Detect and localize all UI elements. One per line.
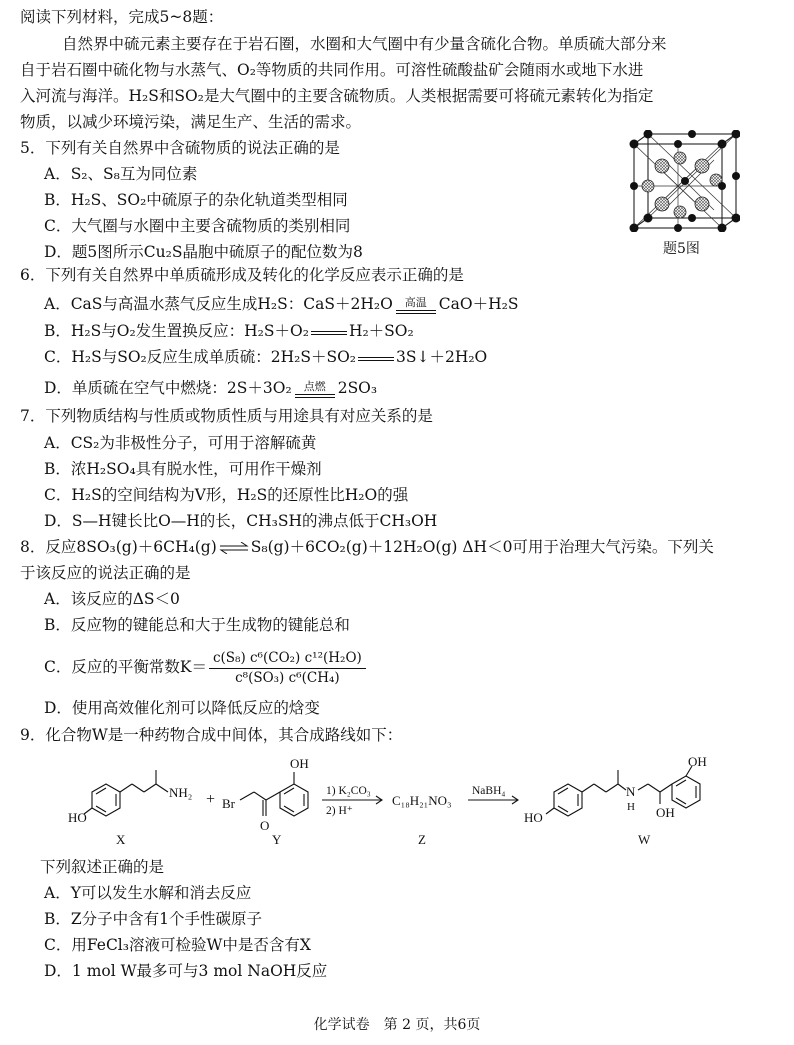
q7-option-b: B．浓H₂SO₄具有脱水性，可用作干燥剂: [44, 460, 322, 478]
svg-text:Y: Y: [272, 832, 282, 847]
passage-line: 入河流与海洋。H₂S和SO₂是大气圈中的主要含硫物质。人类根据需要可将硫元素转化为指定: [20, 87, 654, 105]
svg-text:C₁₈H₂₁NO₃: C₁₈H₂₁NO₃: [392, 793, 452, 808]
q8-option-a: A．该反应的ΔS＜0: [44, 590, 180, 608]
q9-option-d: D．1 mol W最多可与3 mol NaOH反应: [44, 962, 328, 980]
q7-option-d: D．S—H键长比O—H的长，CH₃SH的沸点低于CH₃OH: [44, 512, 438, 530]
q6-option-b: B．H₂S与O₂发生置换反应：H₂S＋O₂ H₂＋SO₂: [44, 322, 414, 340]
svg-text:Z: Z: [418, 832, 426, 847]
passage-line: 自于岩石圈中硫化物与水蒸气、O₂等物质的共同作用。可溶性硫酸盐矿会随雨水或地下水进: [20, 61, 644, 79]
q7-option-a: A．CS₂为非极性分子，可用于溶解硫黄: [44, 434, 317, 452]
svg-text:Br: Br: [222, 796, 235, 811]
passage-line: 物质，以减少环境污染，满足生产、生活的需求。: [20, 113, 362, 131]
question-9-stem: 9．化合物W是一种药物合成中间体，其合成路线如下：: [20, 726, 403, 744]
q8-option-b: B．反应物的键能总和大于生成物的键能总和: [44, 616, 350, 634]
svg-text:OH: OH: [688, 754, 707, 769]
q6-option-d: D．单质硫在空气中燃烧：2S＋3O₂ 点燃 2SO₃: [44, 379, 378, 397]
q9-option-b: B．Z分子中含有1个手性碳原子: [44, 910, 263, 928]
page-footer: 化学试卷 第 2 页，共6页: [313, 1017, 481, 1033]
svg-text:+: +: [206, 791, 216, 808]
equilibrium-arrow-icon: [219, 542, 249, 554]
question-5-stem: 5．下列有关自然界中含硫物质的说法正确的是: [20, 139, 340, 157]
svg-text:HO: HO: [524, 810, 543, 825]
svg-text:NaBH₄: NaBH₄: [472, 785, 506, 797]
q5-option-a: A．S₂、S₈互为同位素: [44, 165, 198, 183]
q9-option-c: C．用FeCl₃溶液可检验W中是否含有X: [44, 936, 311, 954]
question-9-sub: 下列叙述正确的是: [40, 858, 165, 876]
svg-text:O: O: [260, 818, 270, 833]
svg-text:X: X: [116, 832, 126, 847]
q5-option-b: B．H₂S、SO₂中硫原子的杂化轨道类型相同: [44, 191, 348, 209]
q8-option-d: D．使用高效催化剂可以降低反应的焓变: [44, 699, 320, 717]
passage-line: 自然界中硫元素主要存在于岩石圈，水圈和大气圈中有少量含硫化合物。单质硫大部分来: [62, 35, 667, 53]
q6-option-a: A．CaS与高温水蒸气反应生成H₂S：CaS＋2H₂O 高温 CaO＋H₂S: [44, 295, 519, 313]
svg-text:W: W: [638, 832, 651, 847]
svg-text:N: N: [626, 784, 636, 799]
cu2s-unit-cell-figure: [628, 130, 740, 232]
svg-text:2) H⁺: 2) H⁺: [326, 805, 353, 817]
svg-text:OH: OH: [290, 756, 309, 771]
q8-option-c: C．反应的平衡常数K＝ $\frac{\text{c(S₈) c⁶(CO₂) c¹²(H₂O)}}{\text{c⁸(SO₃) c⁶(CH₄)}}$: [44, 647, 368, 687]
svg-text:OH: OH: [656, 805, 675, 820]
question-8-stem: 8．反应8SO₃(g)＋6CH₄(g) S₈(g)＋6CO₂(g)＋12H₂O(g) ΔH＜0可用于治理大气污染。下列关: [20, 538, 714, 556]
condition-label: 高温: [404, 295, 427, 309]
figure-caption: 题5图: [663, 241, 700, 257]
q9-option-a: A．Y可以发生水解和消去反应: [44, 884, 252, 902]
condition-label: 点燃: [303, 379, 326, 393]
equilibrium-constant-fraction: $\frac{\text{c(S₈) c⁶(CO₂) c¹²(H₂O)}}{\text{c⁸(SO₃) c⁶(CH₄)}}$: [209, 650, 366, 687]
svg-text:1) K₂CO₃: 1) K₂CO₃: [326, 785, 371, 797]
q5-option-d: D．题5图所示Cu₂S晶胞中硫原子的配位数为8: [44, 243, 363, 261]
q6-option-c: C．H₂S与SO₂反应生成单质硫：2H₂S＋SO₂ 3S↓＋2H₂O: [44, 348, 488, 366]
question-8-stem-cont: 于该反应的说法正确的是: [20, 564, 191, 582]
svg-text:H: H: [627, 801, 635, 813]
synthesis-scheme: [60, 752, 750, 852]
svg-text:NH₂: NH₂: [169, 785, 193, 800]
q5-option-c: C．大气圈与水圈中主要含硫物质的类别相同: [44, 217, 351, 235]
svg-text:HO: HO: [68, 810, 87, 825]
q7-option-c: C．H₂S的空间结构为V形，H₂S的还原性比H₂O的强: [44, 486, 409, 504]
passage-heading: 阅读下列材料，完成5~8题：: [20, 8, 224, 26]
question-6-stem: 6．下列有关自然界中单质硫形成及转化的化学反应表示正确的是: [20, 266, 464, 284]
question-7-stem: 7．下列物质结构与性质或物质性质与用途具有对应关系的是: [20, 407, 433, 425]
